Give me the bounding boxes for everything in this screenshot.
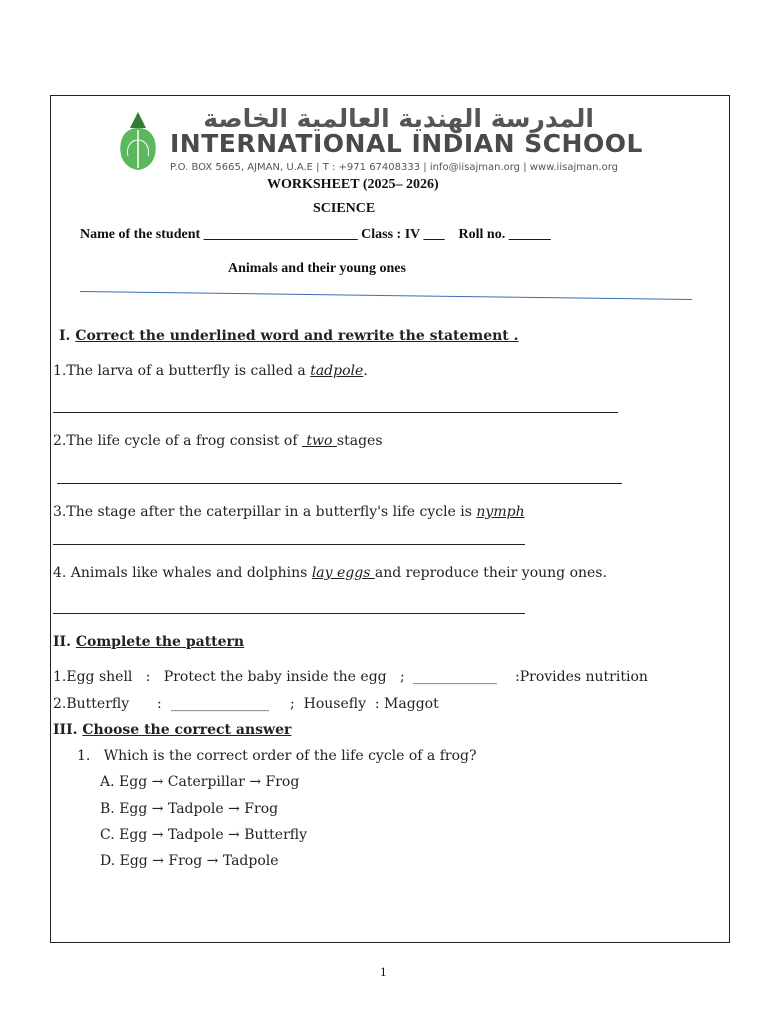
section1-number: I. (59, 328, 71, 344)
pattern-2-left: 2.Butterfly (53, 696, 130, 712)
question-3 (53, 504, 525, 520)
pattern-2-colon: : (157, 696, 162, 712)
mcq-question-1: 1. Which is the correct order of the life cycle of a frog? (77, 748, 477, 764)
pattern-2-blank[interactable]: ______________ (171, 696, 269, 712)
q2-end: stages (336, 433, 383, 449)
section3-heading (53, 722, 291, 738)
section2-title: Complete the pattern (75, 634, 245, 650)
question-1 (53, 363, 368, 379)
q3-text: 3.The stage after the caterpillar in a butterfly's life cycle is (53, 504, 477, 520)
section3-title: Choose the correct answer (82, 722, 292, 738)
q2-underlined-word: two (301, 433, 337, 449)
q1-underlined-word: tadpole (310, 363, 364, 379)
q4-text: 4. Animals like whales and dolphins (53, 565, 312, 581)
q4-end: and reproduce their young ones. (374, 565, 607, 581)
mcq-option-a[interactable]: A. Egg → Caterpillar → Frog (100, 774, 300, 790)
school-contact: P.O. BOX 5665, AJMAN, U.A.E | T : +971 67408333 | info@iisajman.org | www.iisajman.org (170, 162, 619, 173)
section2-number: II. (53, 634, 71, 650)
school-name: INTERNATIONAL INDIAN SCHOOL (170, 129, 643, 158)
pattern-1-blank[interactable]: ____________ (413, 669, 497, 685)
school-arabic-name: المدرسة الهندية العالمية الخاصة (203, 104, 594, 133)
pattern-1-left: 1.Egg shell : Protect the baby inside the egg (53, 669, 387, 685)
q4-underlined-word: lay eggs (311, 565, 375, 581)
mcq-option-c[interactable]: C. Egg → Tadpole → Butterfly (100, 827, 308, 843)
question-2 (53, 433, 383, 449)
q1-text: 1.The larva of a butterfly is called a (53, 363, 311, 379)
topic-title: Animals and their young ones (228, 261, 406, 276)
q1-end: . (363, 363, 368, 379)
student-info-line: Name of the student ______________________ Class : IV ___ Roll no. ______ (80, 227, 551, 242)
pattern-1-separator: ; (400, 669, 405, 685)
section1-heading (59, 328, 519, 344)
question-4 (53, 565, 607, 581)
pattern-2-right: ; Housefly : Maggot (290, 696, 439, 712)
page-number: 1 (380, 964, 387, 979)
subject-title: SCIENCE (313, 201, 376, 216)
section2-heading (53, 634, 244, 650)
answer-line-4[interactable] (53, 613, 525, 614)
worksheet-title: WORKSHEET (2025– 2026) (267, 177, 439, 192)
pattern-1-right: :Provides nutrition (515, 669, 648, 685)
school-logo-icon (116, 110, 160, 172)
answer-line-2[interactable] (57, 483, 622, 484)
mcq-option-b[interactable]: B. Egg → Tadpole → Frog (100, 801, 279, 817)
mcq-option-d[interactable]: D. Egg → Frog → Tadpole (100, 853, 279, 869)
answer-line-3[interactable] (53, 544, 525, 545)
answer-line-1[interactable] (53, 412, 618, 413)
q2-text: 2.The life cycle of a frog consist of (53, 433, 302, 449)
section3-number: III. (53, 722, 78, 738)
q3-underlined-word: nymph (476, 504, 525, 520)
section1-title: Correct the underlined word and rewrite the statement . (75, 328, 519, 344)
